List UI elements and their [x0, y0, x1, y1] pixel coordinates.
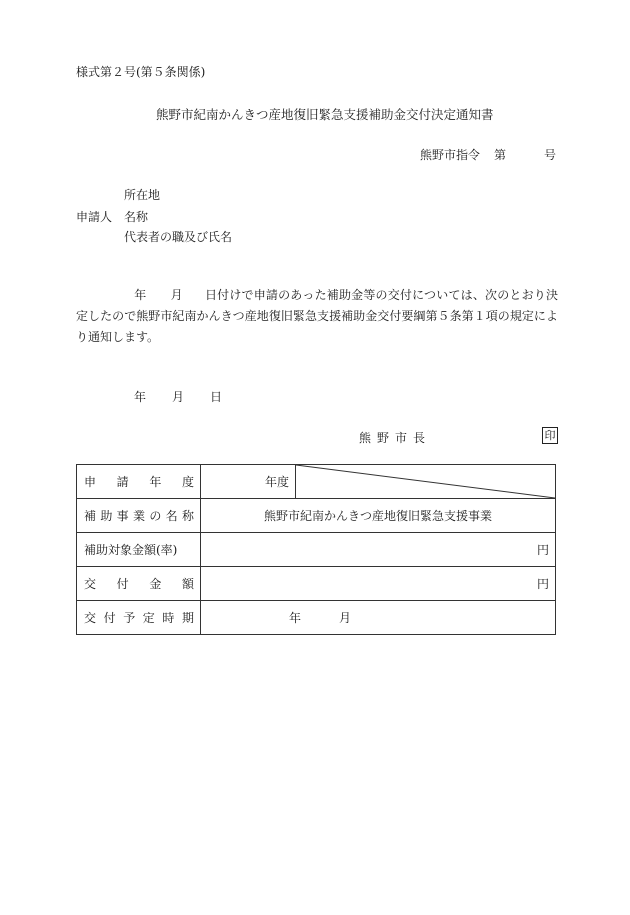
row-label-char: 申 — [84, 475, 97, 489]
row-label-char: 金 — [149, 577, 162, 591]
project-name-value: 熊野市紀南かんきつ産地復旧緊急支援事業 — [201, 499, 556, 533]
reference-go: 号 — [543, 148, 556, 162]
schedule-month: 月 — [339, 611, 352, 625]
grant-amount-unit: 円 — [201, 567, 556, 601]
row-label-char: 予 — [123, 611, 136, 625]
row-label-char: 補助対象金額(率) — [84, 543, 178, 557]
diagonal-blank-cell — [296, 465, 556, 499]
table-row — [77, 465, 556, 499]
date-year: 年 — [134, 390, 147, 404]
table-row — [77, 601, 556, 635]
row-label-eligible-amount — [77, 533, 201, 567]
date-month: 月 — [172, 390, 185, 404]
table-row — [77, 533, 556, 567]
table-row — [77, 567, 556, 601]
row-label-char: 定 — [142, 611, 155, 625]
row-label-char: 度 — [181, 475, 194, 489]
diagonal-line — [296, 465, 555, 498]
row-label-char: 事 — [116, 509, 129, 523]
row-label-char: 称 — [181, 509, 194, 523]
date-day: 日 — [210, 390, 223, 404]
reference-dai: 第 — [493, 148, 506, 162]
schedule-year: 年 — [289, 611, 302, 625]
applicant-representative-label: 代表者の職及び氏名 — [124, 230, 233, 244]
row-label-char: 補 — [84, 509, 97, 523]
notice-date — [134, 388, 222, 405]
applicant-location-label: 所在地 — [124, 188, 161, 202]
row-label-char: 交 — [84, 611, 97, 625]
row-label-char: 請 — [116, 475, 129, 489]
row-label-char: 助 — [100, 509, 113, 523]
document-title: 熊野市紀南かんきつ産地復旧緊急支援補助金交付決定通知書 — [156, 107, 494, 122]
row-label-char: 交 — [84, 577, 97, 591]
notice-body — [76, 285, 558, 348]
reference-number — [420, 146, 556, 163]
row-label-char: 時 — [162, 611, 175, 625]
applicant-name-label: 名称 — [124, 210, 149, 224]
seal-mark: 印 — [542, 427, 558, 444]
row-label-char: 期 — [181, 611, 194, 625]
row-label-char: 名 — [165, 509, 178, 523]
row-label-char: の — [149, 509, 162, 523]
decision-table — [76, 464, 556, 635]
table-row — [77, 499, 556, 533]
row-label-char: 付 — [116, 577, 129, 591]
form-number: 様式第２号(第５条関係) — [76, 65, 206, 79]
row-label-char: 付 — [103, 611, 116, 625]
row-label-char: 業 — [132, 509, 145, 523]
row-label-project-name — [77, 499, 201, 533]
body-text: 日付けで申請のあった補助金等の交付については、次のとおり決定したので熊野市紀南かんきつ産地復旧緊急支援補助金交付要綱第５条第１項の規定により通知します。 — [76, 288, 558, 344]
body-year: 年 — [134, 288, 147, 302]
row-label-schedule — [77, 601, 201, 635]
applicant-role-label: 申請人 — [76, 210, 113, 224]
reference-city: 熊野市指令 — [419, 148, 480, 162]
eligible-amount-unit: 円 — [201, 533, 556, 567]
schedule-value — [201, 601, 556, 635]
row-label-grant-amount — [77, 567, 201, 601]
body-month: 月 — [170, 288, 183, 302]
fiscal-year-value: 年度 — [201, 465, 296, 499]
mayor-signatory: 熊野市長 — [359, 431, 432, 445]
row-label-char: 額 — [181, 577, 194, 591]
row-label-char: 年 — [149, 475, 162, 489]
row-label-fiscal-year — [77, 465, 201, 499]
